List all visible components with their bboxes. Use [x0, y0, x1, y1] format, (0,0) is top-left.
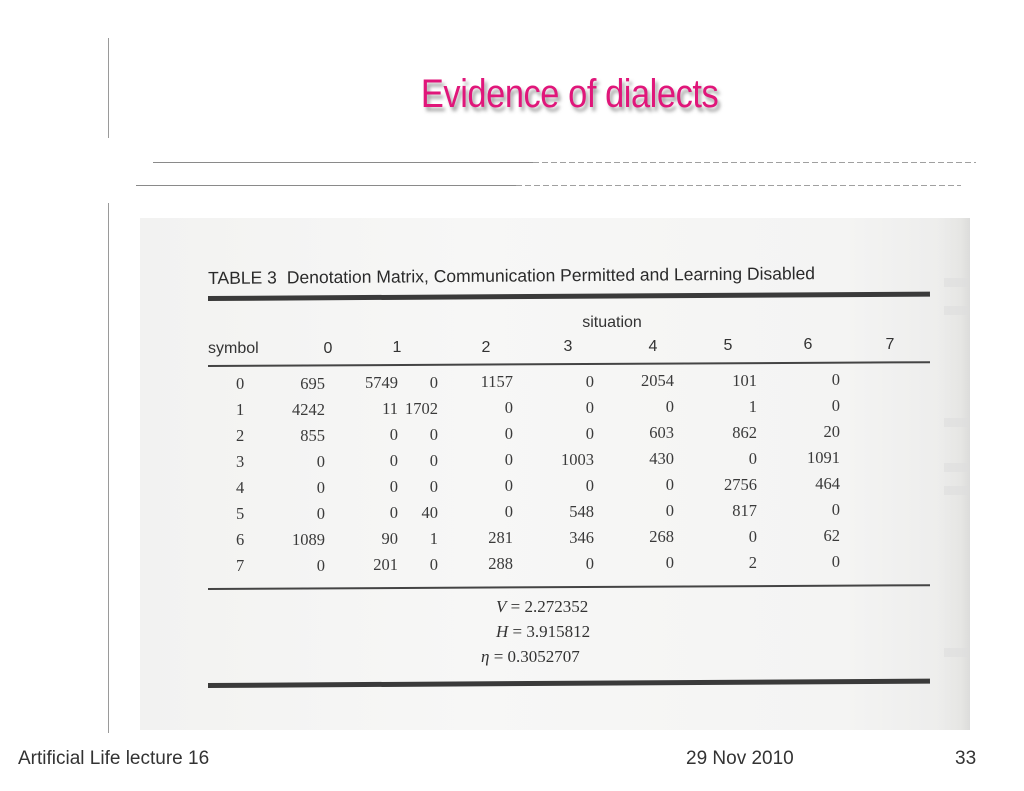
row-symbol: 6	[236, 530, 245, 549]
table-cell: 0	[316, 452, 325, 471]
table-cell: 0	[585, 371, 594, 391]
column-header: 1	[392, 339, 402, 357]
table-cell: 0	[429, 372, 438, 392]
table-cell: 548	[569, 501, 594, 521]
table-cell: 0	[504, 424, 513, 444]
row-symbol: 4	[236, 478, 245, 497]
table-cell: 0	[585, 423, 594, 443]
table-cell: 0	[429, 476, 438, 496]
table-cell: 1089	[292, 530, 325, 549]
table-cell: 0	[831, 370, 840, 390]
table-cell: 346	[569, 527, 594, 547]
table-cell: 0	[429, 450, 438, 470]
table-cell: 40	[421, 502, 438, 522]
column-header: 3	[563, 338, 573, 356]
column-header: 7	[885, 335, 895, 353]
table-cell: 817	[732, 500, 757, 520]
stat-symbol: H	[496, 622, 509, 641]
table-cell: 0	[748, 526, 757, 546]
table-cell: 0	[389, 451, 398, 471]
row-symbol: 0	[236, 374, 245, 393]
table-cell: 0	[665, 397, 674, 417]
table-cell: 0	[389, 503, 398, 523]
table-cell: 1091	[807, 448, 840, 468]
table-cell: 0	[665, 475, 674, 495]
table-cell: 101	[732, 370, 757, 390]
stat-line: H = 3.915812	[496, 622, 591, 641]
table-cell: 603	[649, 423, 674, 443]
table-cell: 1157	[480, 372, 513, 392]
table-cell: 0	[748, 448, 757, 468]
table-cell: 0	[316, 556, 325, 575]
stat-symbol: η	[481, 647, 490, 666]
column-header: 6	[803, 336, 813, 354]
footer-lecture-title: Artificial Life lecture 16	[18, 748, 210, 769]
stat-symbol: V	[496, 597, 507, 616]
table-cell: 430	[649, 449, 674, 469]
table-cell: 0	[665, 501, 674, 521]
row-header: symbol	[208, 340, 259, 357]
row-symbol: 2	[236, 426, 245, 445]
table-cell: 11	[382, 399, 398, 419]
table-body-rule	[208, 584, 930, 590]
title-rule-upper	[153, 162, 976, 163]
table-caption-text: Denotation Matrix, Communication Permitted and Learning Disabled	[286, 263, 816, 288]
table-cell: 2054	[641, 371, 674, 391]
table-cell: 201	[373, 555, 398, 575]
column-group-header: situation	[582, 314, 642, 331]
table-cell: 0	[316, 504, 325, 523]
table-cell: 0	[585, 397, 594, 417]
table-cell: 288	[488, 554, 513, 574]
table-cell: 2	[748, 552, 757, 572]
stat-value: 3.915812	[526, 622, 591, 641]
table-cell: 0	[585, 553, 594, 573]
table-cell: 0	[429, 424, 438, 444]
table-cell: 1	[748, 396, 757, 416]
table-cell: 62	[823, 526, 840, 546]
table-cell: 1702	[405, 398, 438, 418]
column-header: 5	[723, 337, 733, 354]
table-header-rule	[208, 361, 930, 367]
table-caption	[208, 262, 930, 289]
table-cell: 1	[429, 528, 438, 548]
table-cell: 855	[300, 426, 325, 445]
stat-line: η = 0.3052707	[481, 647, 580, 666]
table-cell: 0	[429, 554, 438, 574]
row-symbol: 3	[236, 452, 245, 471]
table-cell: 268	[649, 527, 674, 547]
table-cell: 0	[389, 425, 398, 445]
stat-value: 2.272352	[524, 597, 589, 616]
stat-value: 0.3052707	[507, 647, 580, 666]
row-symbol: 5	[236, 504, 245, 523]
row-symbol: 1	[236, 400, 245, 419]
table-cell: 0	[665, 553, 674, 573]
table-cell: 20	[823, 422, 840, 442]
slide-title: Evidence of dialects	[420, 72, 719, 116]
table-bottom-rule	[208, 679, 930, 688]
table-top-rule	[208, 292, 930, 301]
column-header: 4	[648, 337, 658, 355]
table-cell: 1003	[561, 449, 594, 469]
column-header: 0	[323, 340, 333, 357]
row-symbol: 7	[236, 556, 245, 575]
table-cell: 0	[389, 477, 398, 497]
table-cell: 0	[316, 478, 325, 497]
table-cell: 0	[831, 500, 840, 520]
table-cell: 0	[585, 475, 594, 495]
table-cell: 2756	[724, 474, 757, 494]
table-caption-label: TABLE 3	[208, 267, 277, 288]
table-cell: 862	[732, 422, 757, 442]
table-cell: 0	[831, 396, 840, 416]
table-cell: 464	[815, 474, 840, 494]
table-cell: 0	[831, 552, 840, 572]
left-accent-line-bottom	[108, 203, 109, 733]
title-rule-lower	[136, 185, 961, 186]
table-cell: 0	[504, 398, 513, 418]
table-cell: 0	[504, 476, 513, 496]
table-cell: 0	[504, 450, 513, 470]
table-cell: 90	[381, 529, 398, 549]
column-header: 2	[481, 338, 491, 356]
table-cell: 695	[300, 374, 325, 393]
table-cell: 5749	[365, 373, 398, 393]
stat-line: V = 2.272352	[496, 597, 589, 616]
footer-page-number: 33	[955, 748, 977, 769]
table-cell: 281	[488, 528, 513, 548]
scanned-table-image	[140, 218, 970, 730]
table-cell: 0	[504, 502, 513, 522]
footer-date: 29 Nov 2010	[686, 748, 794, 769]
table-cell: 4242	[292, 400, 325, 419]
